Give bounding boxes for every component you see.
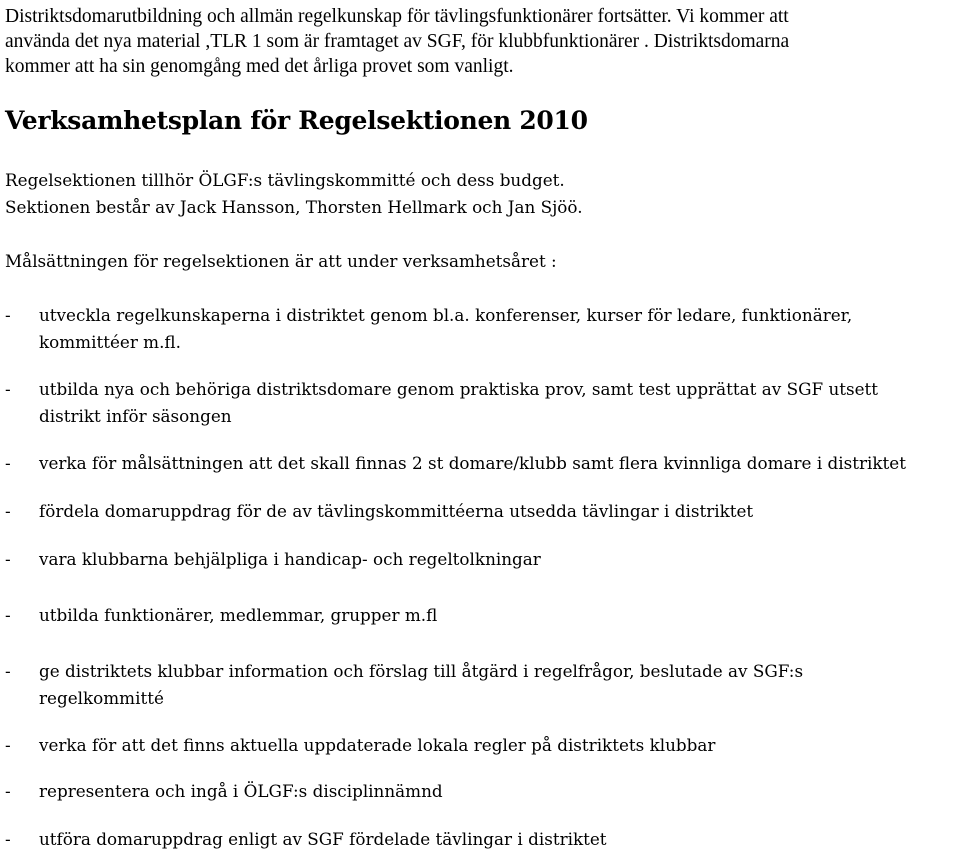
bullet-dash: -: [5, 829, 11, 849]
bullet-dash: -: [5, 605, 11, 625]
list-item-line: utbilda nya och behöriga distriktsdomare genom praktiska prov, samt test upprättat av SGF utsett: [39, 379, 879, 399]
list-item-text: [39, 450, 957, 477]
list-item-text: [39, 376, 957, 430]
list-item-text: [39, 602, 957, 629]
list-item-line: representera och ingå i ÖLGF:s disciplinnämnd: [39, 781, 443, 801]
intro-line: Distriktsdomarutbildning och allmän regelkunskap för tävlingsfunktionärer fortsätter. Vi kommer att: [5, 6, 789, 27]
bullet-dash: -: [5, 781, 11, 801]
intro-paragraph: [5, 4, 955, 79]
list-item-text: [39, 546, 957, 573]
list-item-text: [39, 826, 957, 853]
section-description: [5, 167, 583, 221]
list-item-line: utbilda funktionärer, medlemmar, grupper m.fl: [39, 605, 438, 625]
list-item-text: [39, 732, 957, 759]
list-item-line: fördela domaruppdrag för de av tävlingskommittéerna utsedda tävlingar i distriktet: [39, 501, 754, 521]
bullet-dash: -: [5, 453, 11, 473]
bullet-dash: -: [5, 501, 11, 521]
list-item-line: vara klubbarna behjälpliga i handicap- och regeltolkningar: [39, 549, 541, 569]
list-item-line: utföra domaruppdrag enligt av SGF fördelade tävlingar i distriktet: [39, 829, 607, 849]
section-heading: Verksamhetsplan för Regelsektionen 2010: [5, 106, 588, 135]
list-item-line: verka för att det finns aktuella uppdaterade lokala regler på distriktets klubbar: [39, 735, 716, 755]
list-item-line: utveckla regelkunskaperna i distriktet genom bl.a. konferenser, kurser för ledare, funktionärer,: [39, 305, 853, 325]
list-item-text: [39, 658, 957, 712]
list-item-line: kommittéer m.fl.: [39, 332, 181, 352]
list-item-text: [39, 302, 957, 356]
list-item-line: verka för målsättningen att det skall finnas 2 st domare/klubb samt flera kvinnliga domare i distriktet: [39, 453, 906, 473]
bullet-dash: -: [5, 549, 11, 569]
list-item-line: regelkommitté: [39, 688, 164, 708]
intro-line: kommer att ha sin genomgång med det årliga provet som vanligt.: [5, 56, 514, 77]
list-item-line: ge distriktets klubbar information och förslag till åtgärd i regelfrågor, beslutade av SGF:s: [39, 661, 804, 681]
bullet-dash: -: [5, 661, 11, 681]
list-item-text: [39, 778, 957, 805]
goals-intro: Målsättningen för regelsektionen är att under verksamhetsåret :: [5, 251, 557, 271]
description-line: Regelsektionen tillhör ÖLGF:s tävlingskommitté och dess budget.: [5, 170, 565, 190]
list-item-line: distrikt inför säsongen: [39, 406, 232, 426]
bullet-dash: -: [5, 735, 11, 755]
bullet-dash: -: [5, 305, 11, 325]
description-line: Sektionen består av Jack Hansson, Thorsten Hellmark och Jan Sjöö.: [5, 197, 583, 217]
list-item-text: [39, 498, 957, 525]
bullet-dash: -: [5, 379, 11, 399]
intro-line: använda det nya material ,TLR 1 som är framtaget av SGF, för klubbfunktionärer . Distriktsdomarna: [5, 31, 790, 52]
